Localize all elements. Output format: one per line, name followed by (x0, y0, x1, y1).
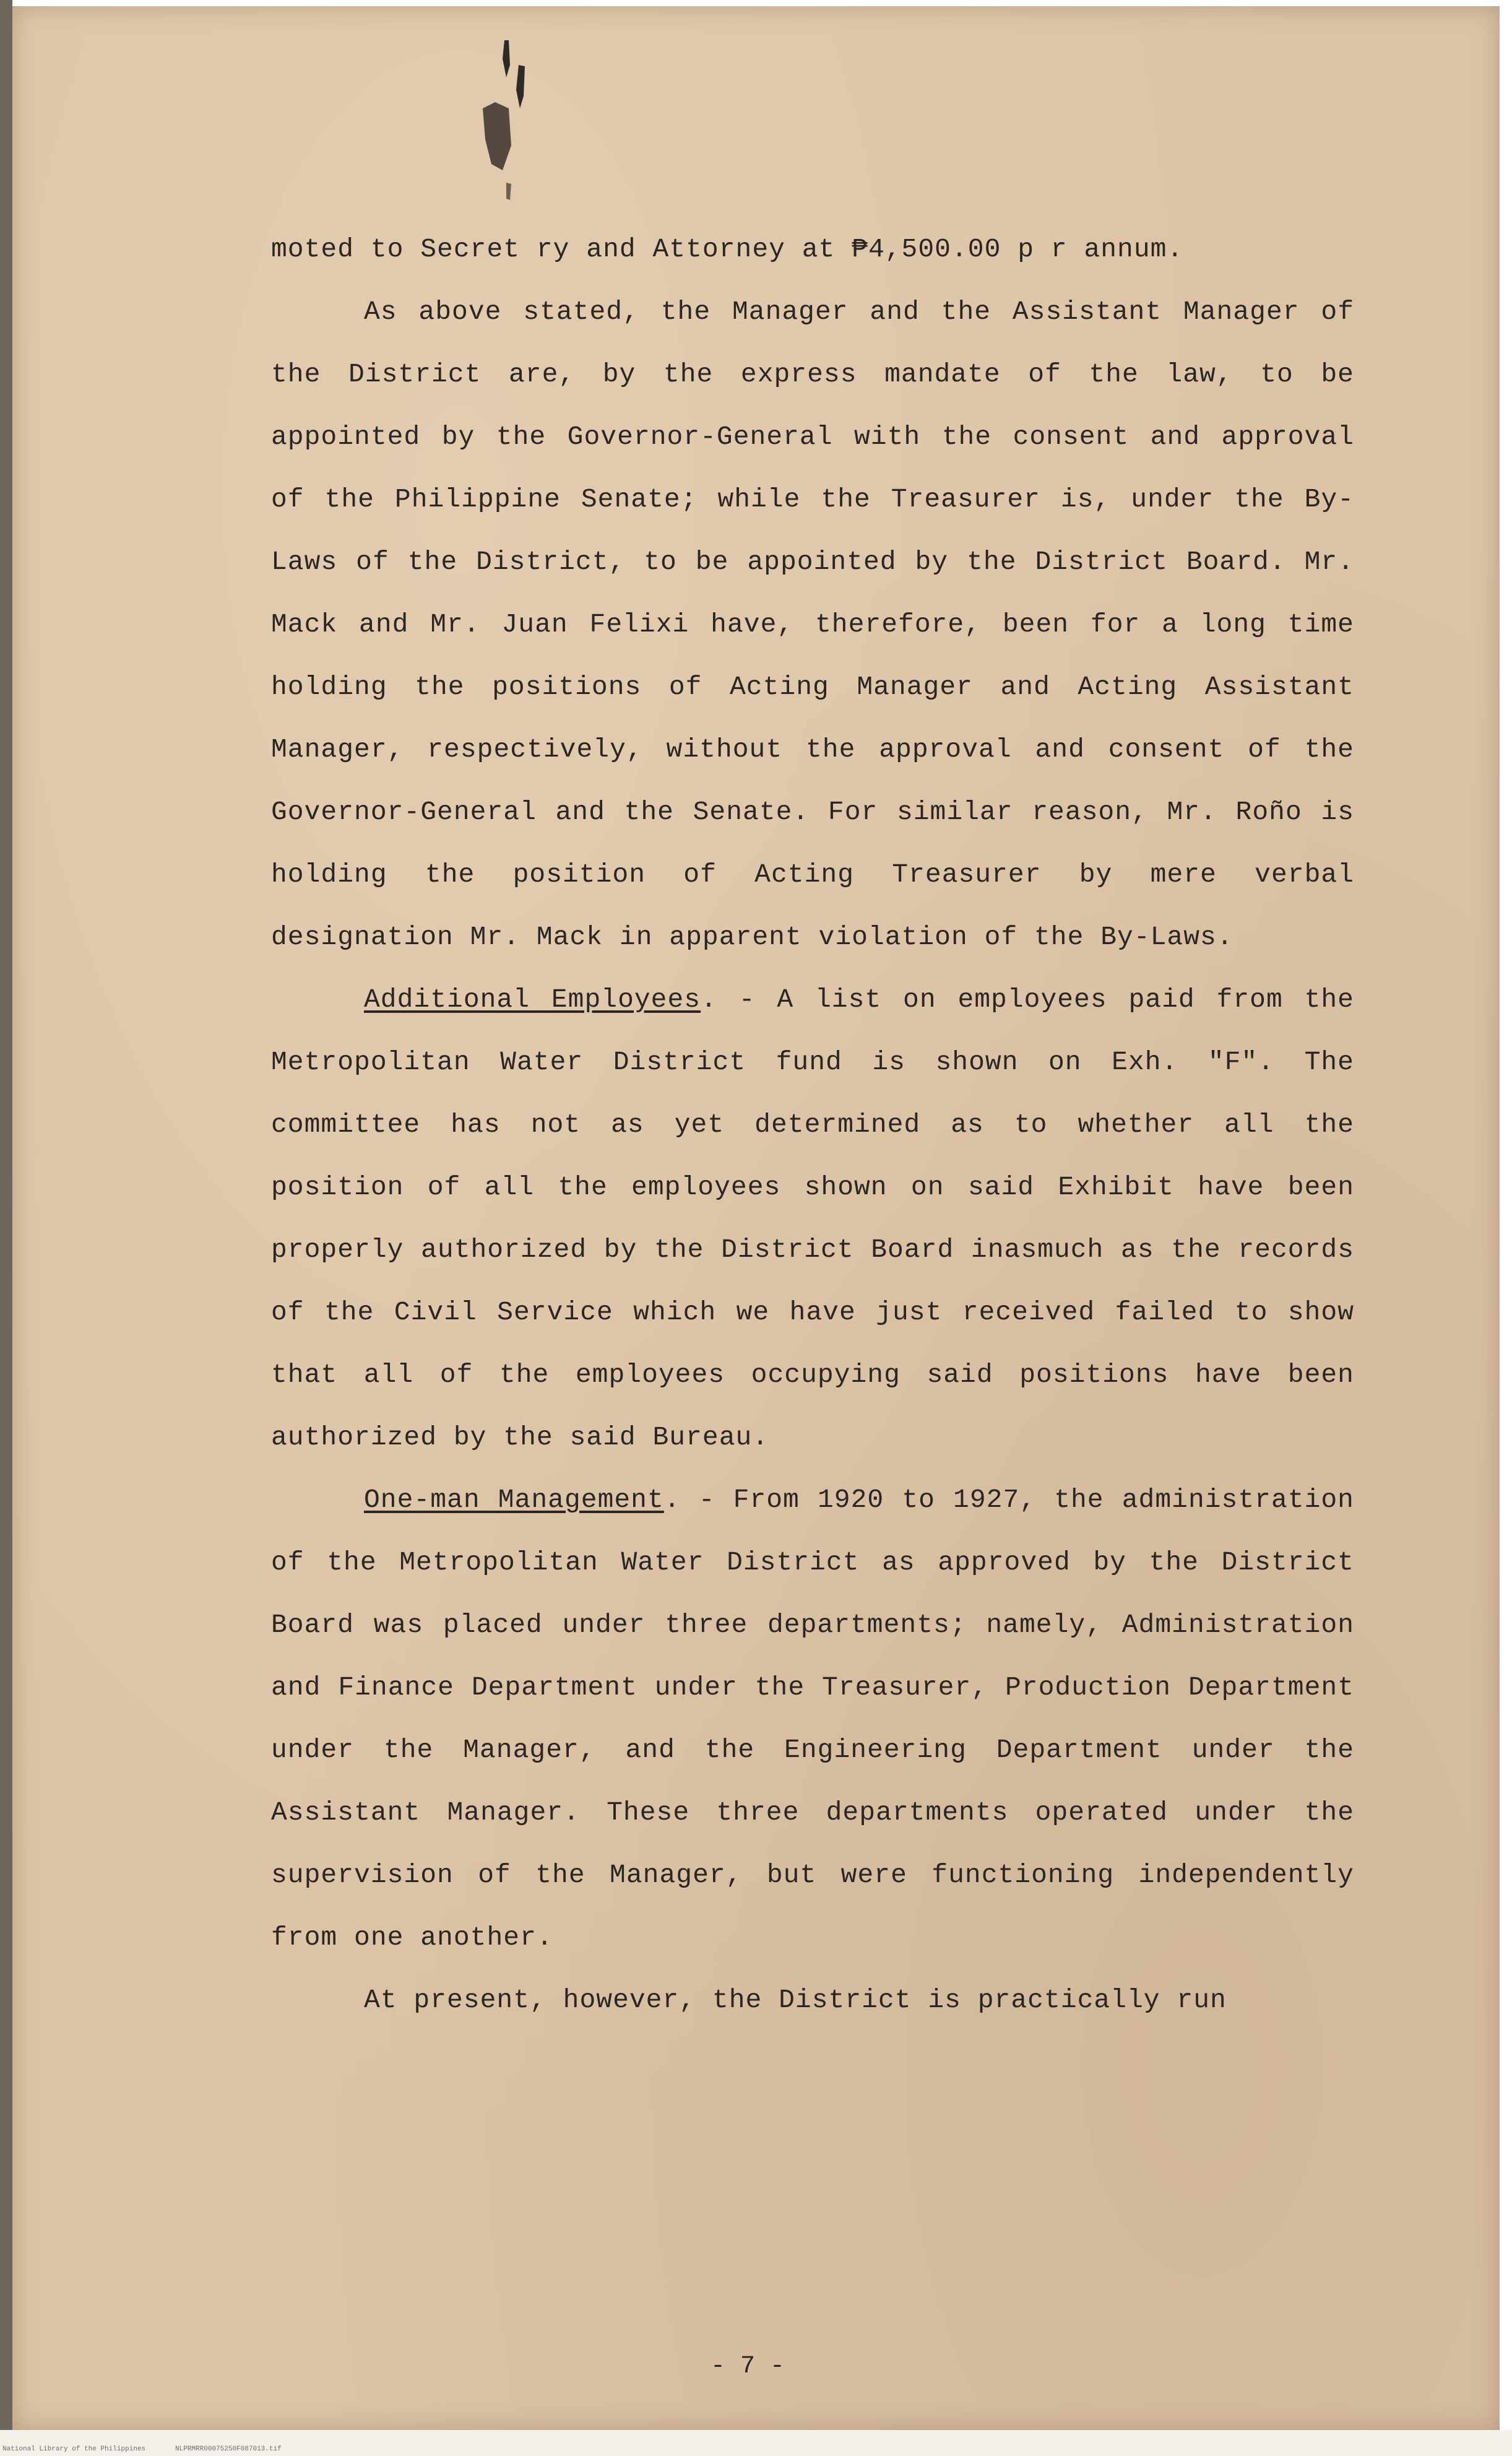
paragraph-4 (271, 1469, 1354, 1969)
paragraph-4-text: . - From 1920 to 1927, the administration of the Metropolitan Water District as approved by the District Board was placed under three departments; namely, Administration and Finance Department under the Treasurer, Production Department under the Manager, and the Engineering Department under the Assistant Manager. These three departments operated under the supervision of the Manager, but were functioning independently from one another. (271, 1485, 1354, 1953)
page-number: - 7 - (711, 2353, 785, 2380)
paragraph-1: moted to Secret ry and Attorney at ₱4,500.00 p r annum. (271, 234, 1184, 264)
section-heading-one-man-management: One-man Management (364, 1485, 664, 1515)
footer-file-id: NLPRMRR00075250F087013.tif (175, 2445, 282, 2453)
footer-library-name: National Library of the Philippines (2, 2445, 146, 2453)
paragraph-3-text: . - A list on employees paid from the Metropolitan Water District fund is shown on Exh. "F". The committee has not as yet determined as to whether all the position of all the employees shown on said Exhibit have been properly authorized by the District Board inasmuch as the records of the Civil Service which we have just received failed to show that all of the employees occupying said positions have been authorized by the said Bureau. (271, 984, 1354, 1452)
paragraph-5: At present, however, the District is practically run (364, 1985, 1227, 2015)
scan-footer-label (2, 2445, 282, 2453)
paragraph-3 (271, 968, 1354, 1469)
document-body (271, 218, 1354, 2031)
scanner-edge (0, 0, 12, 2456)
section-heading-additional-employees: Additional Employees (364, 984, 701, 1015)
paragraph-2: As above stated, the Manager and the Assistant Manager of the District are, by the express mandate of the law, to be appointed by the Governor-General with the consent and approval of the Philippine Senate; while the Treasurer is, under the By-Laws of the District, to be appointed by the District Board. Mr. Mack and Mr. Juan Felixi have, therefore, been for a long time holding the positions of Acting Manager and Acting Assistant Manager, respectively, without the approval and consent of the Governor-General and the Senate. For similar reason, Mr. Roño is holding the position of Acting Treasurer by mere verbal designation Mr. Mack in apparent violation of the By-Laws. (271, 297, 1354, 952)
ink-blot-mark (470, 40, 545, 201)
